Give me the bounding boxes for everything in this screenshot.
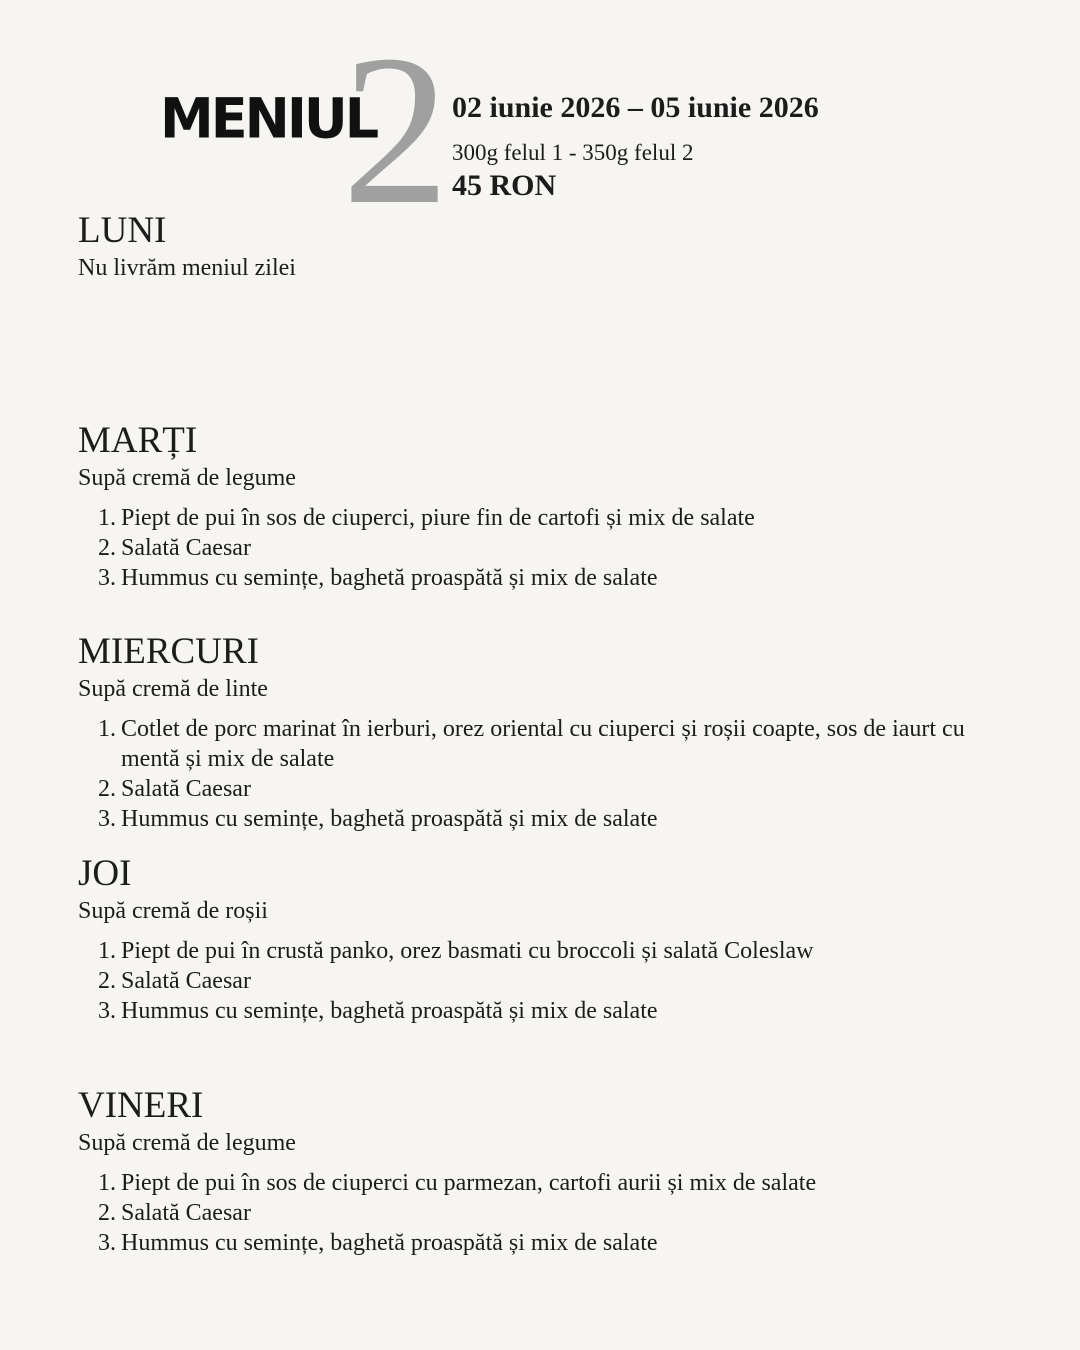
dish-number: 2. xyxy=(98,968,116,995)
day-soup: Supă cremă de roșii xyxy=(78,898,268,925)
dish-list xyxy=(78,503,998,593)
dish-text: Salată Caesar xyxy=(121,776,251,803)
dish-number: 1. xyxy=(98,938,116,965)
day-name: MIERCURI xyxy=(78,631,259,672)
dish-text: Piept de pui în crustă panko, orez basmati cu broccoli și salată Coleslaw xyxy=(121,938,814,965)
list-item xyxy=(78,1228,998,1258)
list-item xyxy=(78,774,998,804)
list-item xyxy=(78,1168,998,1198)
day-soup: Supă cremă de legume xyxy=(78,1130,296,1157)
dish-number: 2. xyxy=(98,535,116,562)
dish-list xyxy=(78,936,998,1026)
day-soup: Supă cremă de legume xyxy=(78,465,296,492)
menu-title: MENIUL xyxy=(160,86,377,151)
dish-text: Salată Caesar xyxy=(121,535,251,562)
dish-text: Cotlet de porc marinat în ierburi, orez oriental cu ciuperci și roșii coapte, sos de iaurt cu mentă și mix de salate xyxy=(121,716,965,773)
dish-text: Hummus cu semințe, baghetă proaspătă și mix de salate xyxy=(121,806,658,833)
day-luni xyxy=(78,209,998,283)
day-soup: Supă cremă de linte xyxy=(78,676,268,703)
dish-text: Piept de pui în sos de ciuperci, piure fin de cartofi și mix de salate xyxy=(121,505,755,532)
day-joi xyxy=(78,852,998,1026)
dish-text: Hummus cu semințe, baghetă proaspătă și mix de salate xyxy=(121,565,658,592)
dish-list xyxy=(78,714,998,834)
day-name: LUNI xyxy=(78,210,167,251)
list-item xyxy=(78,1198,998,1228)
list-item xyxy=(78,714,998,774)
dish-number: 3. xyxy=(98,998,116,1025)
dish-text: Hummus cu semințe, baghetă proaspătă și mix de salate xyxy=(121,1230,658,1257)
list-item xyxy=(78,996,998,1026)
day-name: JOI xyxy=(78,853,132,894)
list-item xyxy=(78,966,998,996)
day-note: Nu livrăm meniul zilei xyxy=(78,255,296,282)
dish-text: Salată Caesar xyxy=(121,968,251,995)
day-vineri xyxy=(78,1084,998,1258)
dish-number: 1. xyxy=(98,505,116,532)
list-item xyxy=(78,503,998,533)
list-item xyxy=(78,563,998,593)
menu-number: 2 xyxy=(342,10,450,249)
dish-number: 3. xyxy=(98,1230,116,1257)
day-name: MARȚI xyxy=(78,420,198,461)
dish-number: 2. xyxy=(98,1200,116,1227)
day-marti xyxy=(78,419,998,593)
list-item xyxy=(78,804,998,834)
dish-list xyxy=(78,1168,998,1258)
dish-text: Salată Caesar xyxy=(121,1200,251,1227)
day-name: VINERI xyxy=(78,1085,204,1126)
list-item xyxy=(78,936,998,966)
dish-text: Hummus cu semințe, baghetă proaspătă și mix de salate xyxy=(121,998,658,1025)
dish-text: Piept de pui în sos de ciuperci cu parmezan, cartofi aurii și mix de salate xyxy=(121,1170,817,1197)
menu-portions: 300g felul 1 - 350g felul 2 xyxy=(452,140,694,165)
day-miercuri xyxy=(78,630,998,834)
menu-price: 45 RON xyxy=(452,169,557,202)
dish-number: 2. xyxy=(98,776,116,803)
dish-number: 3. xyxy=(98,806,116,833)
dish-number: 1. xyxy=(98,716,116,743)
list-item xyxy=(78,533,998,563)
dish-number: 3. xyxy=(98,565,116,592)
menu-dates: 02 iunie 2026 – 05 iunie 2026 xyxy=(452,91,819,124)
dish-number: 1. xyxy=(98,1170,116,1197)
